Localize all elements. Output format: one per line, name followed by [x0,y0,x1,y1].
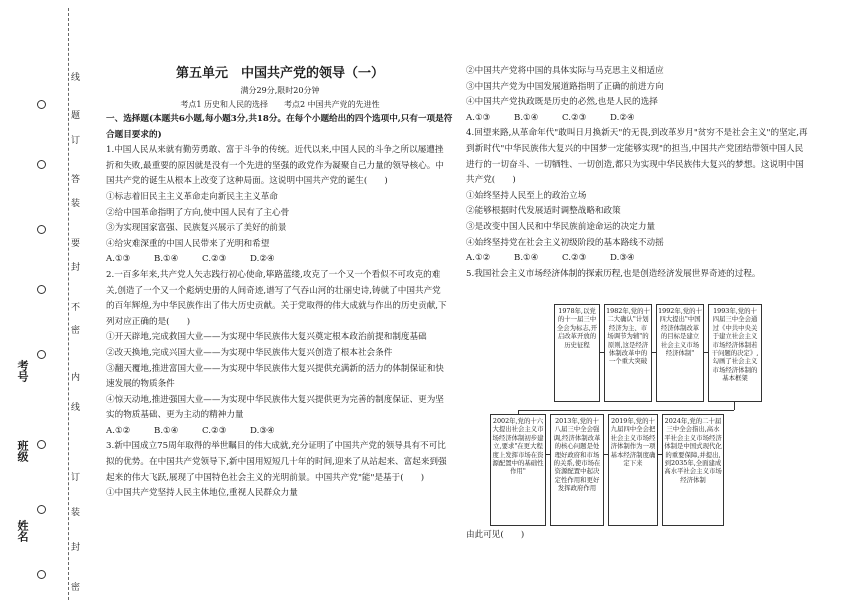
question-line: 4.回望来路,从革命年代"敢叫日月换新天"的无畏,到改革岁月"贫穷不是社会主义"的坚定,再 [466,128,808,139]
option-statement: ③是改变中国人民和中华民族前途命运的决定力量 [466,221,656,232]
seal-char: 密 [71,326,81,336]
hole-icon [37,100,46,109]
question-line: 由此可见( ) [466,530,525,540]
choice-b[interactable]: B.①④ [514,253,539,264]
seal-char: 装 [71,508,81,518]
question-line: 1.中国人民从来就有勤劳勇敢、富于斗争的传统。近代以来,中国人民的斗争之所以屡遭挫 [106,145,444,156]
hole-icon [37,160,46,169]
choice-b[interactable]: B.①④ [154,425,179,436]
choice-a[interactable]: A.①③ [106,254,131,265]
hole-icon [37,440,46,449]
question-line: 起来的伟大飞跃,展现了中国特色社会主义的光明前景。中国共产党"能"是基于( ) [106,472,425,483]
hole-icon [37,350,46,359]
hole-icon [37,285,46,294]
page-title: 第五单元 中国共产党的领导（一） [175,66,384,81]
timeline-box-1978: 1978年,以党的十一届三中全会为标志,开启改革开放的历史征程 [554,304,600,402]
question-line: 关,创造了一个又一个彪炳史册的人间奇迹,谱写了气吞山河的壮丽史诗,铸就了中国共产党 [106,285,441,296]
option-statement: ②给中国革命指明了方向,使中国人民有了主心骨 [106,207,290,218]
question-line: 进行的一切奋斗、一切牺牲、一切创造,都只为实现中华民族伟大复兴的梦想。这说明中国 [466,159,804,170]
connector [704,352,708,353]
option-statement: ④给灾难深重的中国人民带来了光明和希望 [106,238,270,249]
choice-d[interactable]: D.③④ [610,253,635,264]
right-column [466,64,816,282]
question-line: 2.一百多年来,共产党人矢志践行初心使命,筚路蓝缕,攻克了一个又一个看似不可攻克的难 [106,269,441,280]
topic-points: 考点1 历史和人民的选择 考点2 中国共产党的先进性 [180,100,380,109]
connector [658,454,662,455]
option-statement: ③中国共产党为中国发展道路指明了正确的前进方向 [466,81,664,92]
answer-choices [106,424,454,440]
choice-d[interactable]: D.②④ [610,112,635,123]
option-statement: ③翻天覆地,推进富国大业——为实现中华民族伟大复兴提供充满新的活力的体制保证和快 [106,363,444,374]
left-column [106,64,454,502]
question-line: 列对应正确的是( ) [106,316,191,327]
connector [546,454,550,455]
question-line: 到新时代"中华民族伟大复兴的中国梦一定能够实现"的担当,中国共产党团结带领中国人民 [466,143,804,154]
question-line: 拟的优势。在中国共产党领导下,新中国用短短几十年的时间,迎来了从站起来、富起来到强 [106,457,447,468]
timeline-box-1992: 1992年,党的十四大提出"中国经济体制改革的目标是建立社会主义市场经济体制" [656,304,704,402]
section-heading: 一、选择题(本题共6小题,每小题3分,共18分。在每个小题给出的四个选项中,只有一项是符合题目要求的) [106,114,453,140]
answer-choices [106,252,454,268]
question-line: 3.新中国成立75周年取得的举世瞩目的伟大成就,充分证明了中国共产党的领导具有不可比 [106,441,446,452]
connector [600,352,604,353]
option-statement: ①标志着旧民主主义革命走向新民主主义革命 [106,191,278,202]
cut-line [68,8,69,600]
question-line: 共产党( ) [466,175,516,186]
timeline-box-2013: 2013年,党的十八届三中全会强调,经济体制改革的核心问题是处理好政府和市场的关系,使市场在资源配置中起决定性作用和更好发挥政府作用 [550,414,604,526]
option-statement: ①开天辟地,完成救国大业——为实现中华民族伟大复兴奠定根本政治前提和制度基础 [106,332,427,343]
seal-char: 线 [71,73,81,83]
seal-char: 封 [71,543,81,553]
question-5-tail [466,528,666,544]
score-info: 满分29分,限时20分钟 [240,86,320,95]
question-line: 的百年辉煌,为中华民族作出了伟大历史贡献。关于党取得的伟大成就与作出的历史贡献,下 [106,301,447,312]
seal-char: 订 [71,473,81,483]
option-statement: 速发展的物质条件 [106,379,175,390]
option-statement: 实的物质基础、更为主动的精神力量 [106,410,244,421]
seal-char: 内 [71,373,81,383]
timeline-diagram [490,304,759,526]
seal-char: 订 [71,136,81,146]
option-statement: ③为实现国家富强、民族复兴展示了美好的前景 [106,223,287,234]
question-line: 国共产党的诞生从根本上改变了这种局面。这说明中国共产党的诞生( ) [106,176,388,187]
option-statement: ④中国共产党执政既是历史的必然,也是人民的选择 [466,97,658,108]
connector [734,402,735,410]
choice-a[interactable]: A.①③ [466,112,491,123]
name-field: 姓名 [16,520,29,542]
seal-char: 密 [71,583,81,593]
choice-c[interactable]: C.②③ [202,254,227,265]
binding-margin [0,0,90,608]
seal-char: 题 [71,111,81,121]
class-field: 班级 [16,440,29,462]
hole-icon [37,570,46,579]
timeline-box-1993: 1993年,党的十四届三中全会通过《中共中央关于建立社会主义市场经济体制若干问题的决定》,勾画了社会主义市场经济体制的基本框架 [708,304,762,402]
option-statement: ①中国共产党坚持人民主体地位,重视人民群众力量 [106,488,298,499]
choice-c[interactable]: C.②③ [562,112,587,123]
hole-icon [37,225,46,234]
seal-char: 装 [71,199,81,209]
timeline-box-2019: 2019年,党的十九届四中全会把社会主义市场经济体制作为一项基本经济制度确定下来 [608,414,658,526]
option-statement: ②能够根据时代发展适时调整战略和政策 [466,206,621,217]
answer-choices [466,251,816,267]
choice-d[interactable]: D.②④ [250,254,275,265]
option-statement: ①始终坚持人民至上的政治立场 [466,190,587,201]
seal-char: 封 [71,263,81,273]
seal-char: 答 [71,175,81,185]
option-statement: ④始终坚持党在社会主义初级阶段的基本路线不动摇 [466,237,664,248]
answer-choices [466,111,816,127]
timeline-box-2024: 2024年,党的二十届三中全会指出,高水平社会主义市场经济体制是中国式现代化的重要保障,并提出,到2035年,全面建成高水平社会主义市场经济体制 [662,414,724,526]
hole-icon [37,505,46,514]
choice-d[interactable]: D.③④ [250,425,275,436]
choice-a[interactable]: A.①② [106,425,131,436]
question-line: 5.我国社会主义市场经济体制的探索历程,也是创造经济发展世界奇迹的过程。 [466,268,761,279]
connector [604,454,608,455]
question-line: 折和失败,最重要的原因就是没有一个先进的坚强的政党作为凝聚自己力量的领导核心。中 [106,160,444,171]
choice-c[interactable]: C.②③ [202,425,227,436]
timeline-box-2002: 2002年,党的十六大提出社会主义市场经济体制初步建立,要求"在更大程度上发挥市场在资源配置中的基础性作用" [490,414,546,526]
connector [518,410,734,411]
timeline-box-1982: 1982年,党的十二大确认"计划经济为主、市场调节为辅"的原则,这是经济体制改革中的一个重大突破 [604,304,652,402]
option-statement: ④惊天动地,推进强国大业——为实现中华民族伟大复兴提供更为完善的制度保证、更为坚 [106,394,444,405]
choice-c[interactable]: C.②③ [562,253,587,264]
choice-a[interactable]: A.①② [466,253,491,264]
seal-char: 线 [71,403,81,413]
seal-char: 要 [71,239,81,249]
exam-number-field: 考号 [16,360,29,382]
option-statement: ②中国共产党将中国的具体实际与马克思主义相适应 [466,66,664,76]
choice-b[interactable]: B.①④ [514,112,539,123]
option-statement: ②改天换地,完成兴国大业——为实现中华民族伟大复兴创造了根本社会条件 [106,347,393,358]
choice-b[interactable]: B.①④ [154,254,179,265]
seal-char: 不 [71,303,81,313]
connector [652,352,656,353]
